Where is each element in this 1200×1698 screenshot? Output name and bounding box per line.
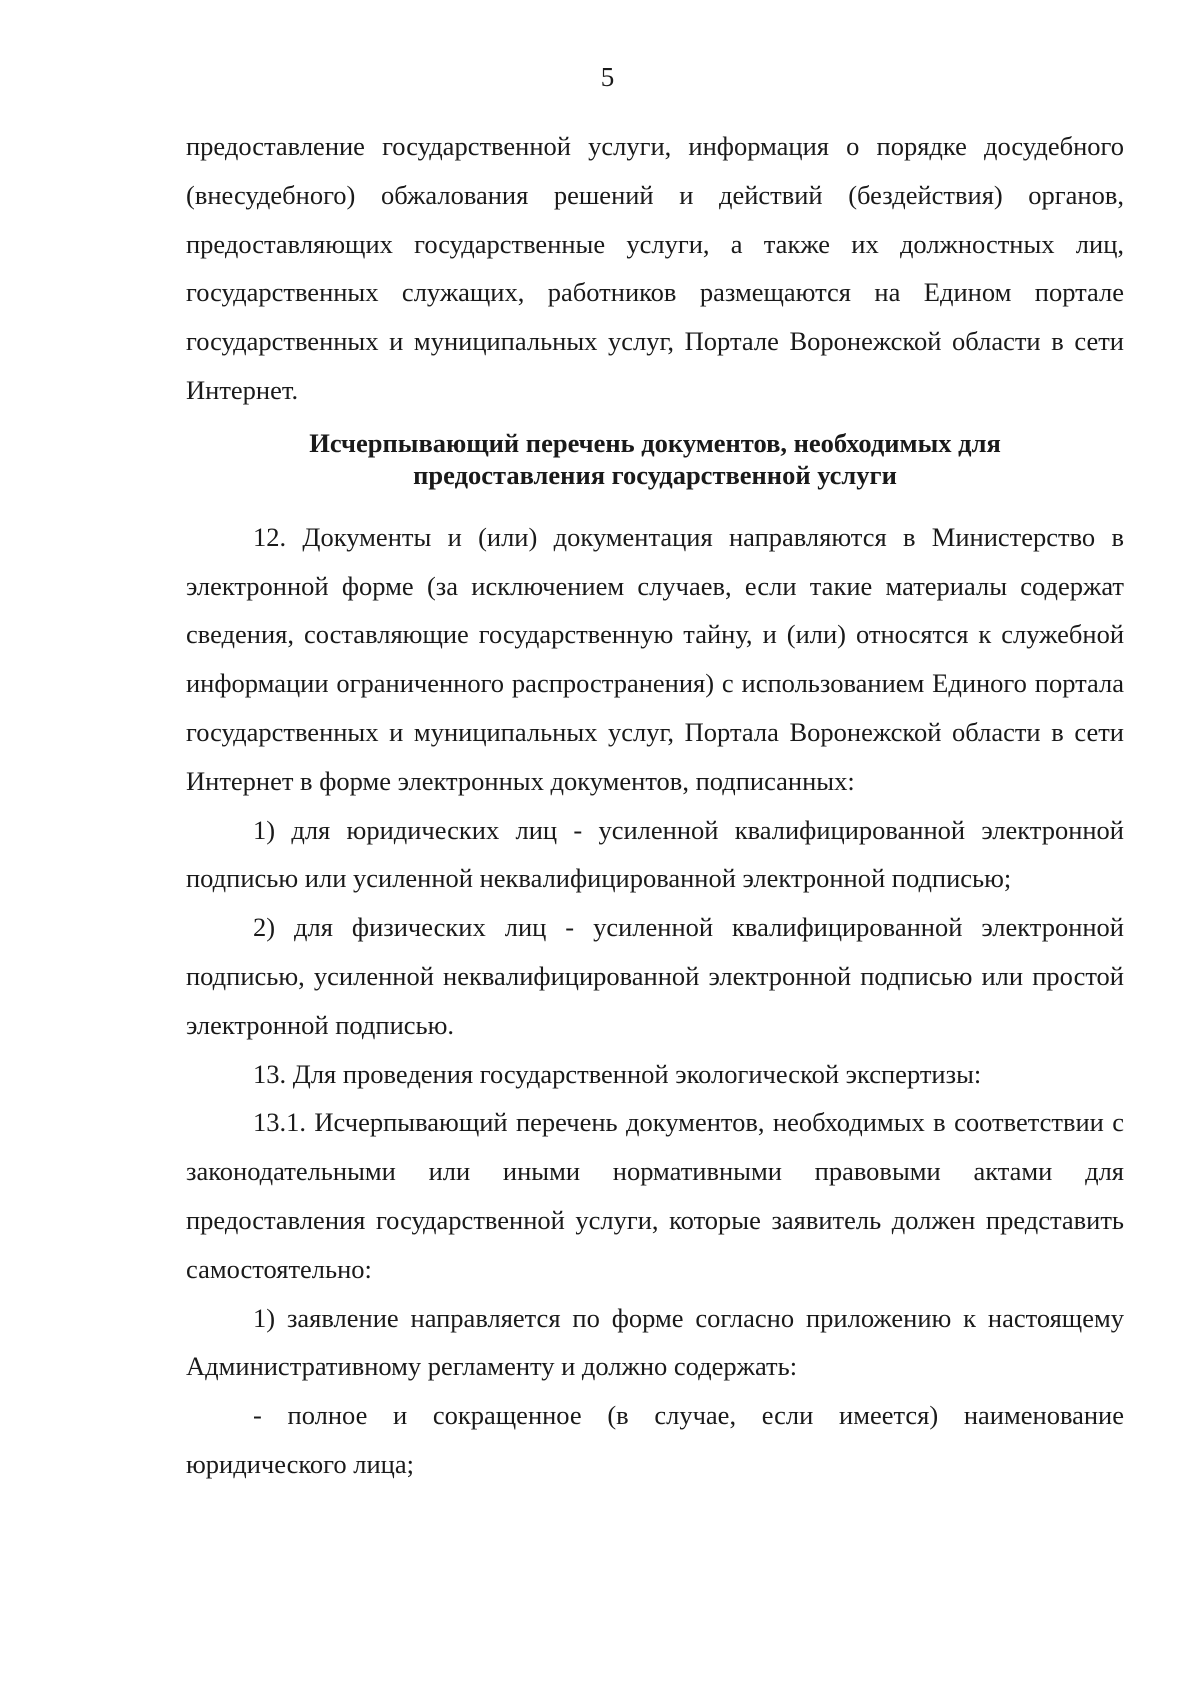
paragraph-13-1: 13.1. Исчерпывающий перечень документов, необходимых в соответствии с законодательными или иными нормативными правовыми актами для предоставления государственной услуги, которые заявитель должен представить самостоятельно: bbox=[186, 1107, 1124, 1284]
paragraph-12-item-2: 2) для физических лиц - усиленной квалифицированной электронной подписью, усиленной неквалифицированной электронной подписью или простой электронной подписью. bbox=[186, 912, 1124, 1040]
section-heading-line-1: Исчерпывающий перечень документов, необходимых для bbox=[309, 427, 1001, 458]
paragraph-13: 13. Для проведения государственной экологической экспертизы: bbox=[253, 1058, 982, 1089]
paragraph-12: 12. Документы и (или) документация направляются в Министерство в электронной форме (за исключением случаев, если такие материалы содержат сведения, составляющие государственную тайну, и (или) относятся к служебной информации ограниченного распространения) с использованием Единого портала государственных и муниципальных услуг, Портала Воронежской области в сети Интернет в форме электронных документов, подписанных: bbox=[186, 521, 1124, 796]
paragraph-intro: предоставление государственной услуги, информация о порядке досудебного (внесудебного) обжалования решений и действий (бездействия) органов, предоставляющих государственные услуги, а также их должностных лиц, государственных служащих, работников размещаются на Едином портале государственных и муниципальных услуг, Портале Воронежской области в сети Интернет. bbox=[186, 131, 1124, 405]
document-body bbox=[186, 122, 1124, 1489]
section-heading bbox=[186, 427, 1124, 491]
page-number: 5 bbox=[600, 62, 615, 92]
paragraph-13-1-item-1: 1) заявление направляется по форме согласно приложению к настоящему Административному регламенту и должно содержать: bbox=[186, 1302, 1124, 1382]
paragraph-13-1-dash-item: - полное и сокращенное (в случае, если имеется) наименование юридического лица; bbox=[186, 1400, 1124, 1479]
paragraph-12-item-1: 1) для юридических лиц - усиленной квалифицированной электронной подписью или усиленной неквалифицированной электронной подписью; bbox=[186, 814, 1124, 894]
section-heading-line-2: предоставления государственной услуги bbox=[413, 459, 897, 490]
